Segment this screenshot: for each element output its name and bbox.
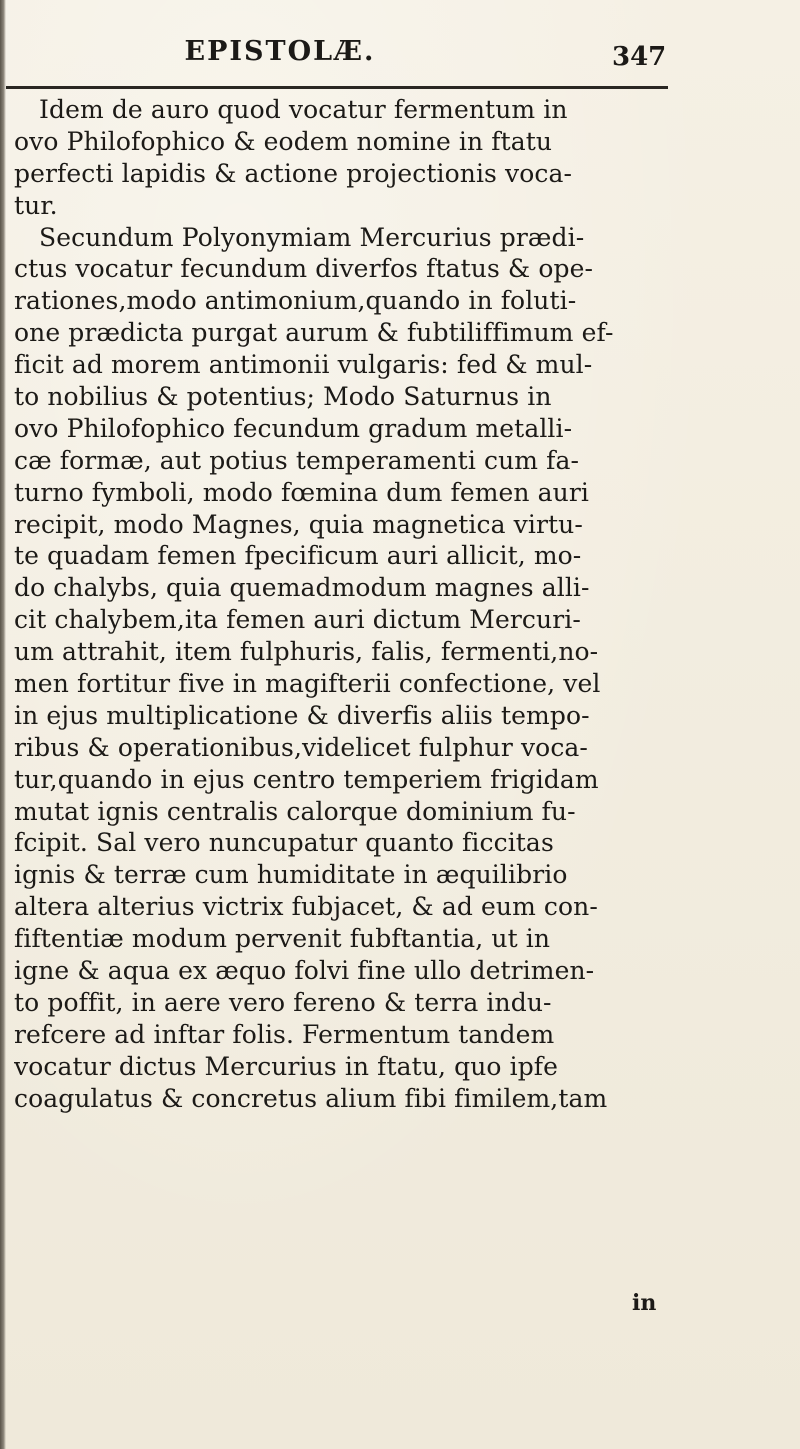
catchword: in xyxy=(632,1290,657,1316)
text-line: recipit, modo Magnes, quia magnetica virtu- xyxy=(14,509,583,539)
text-line: Secundum Polyonymiam Mercurius prædi- xyxy=(39,222,585,252)
text-line: tur,quando in ejus centro temperiem frigidam xyxy=(14,764,599,794)
text-line: to nobilius & potentius; Modo Saturnus in xyxy=(14,382,552,412)
text-line: ovo Philofophico & eodem nomine in ftatu xyxy=(14,126,553,156)
header-rule xyxy=(6,86,668,89)
text-line: one prædicta purgat aurum & fubtiliffimum ef- xyxy=(14,318,614,348)
text-line: turno fymboli, modo fœmina dum femen auri xyxy=(14,477,590,507)
text-line: cæ formæ, aut potius temperamenti cum fa- xyxy=(14,445,580,475)
text-line: in ejus multiplicatione & diverfis aliis tempo- xyxy=(14,700,590,730)
text-line: igne & aqua ex æquo folvi fine ullo detrimen- xyxy=(14,956,595,986)
body-text xyxy=(14,94,704,1115)
text-line: altera alterius victrix fubjacet, & ad eum con- xyxy=(14,892,598,922)
text-line: vocatur dictus Mercurius in ftatu, quo ipfe xyxy=(14,1051,559,1081)
text-line: ctus vocatur fecundum diverfos ftatus & ope- xyxy=(14,254,594,284)
text-line: fiftentiæ modum pervenit fubftantia, ut in xyxy=(14,924,551,954)
text-line: men fortitur five in magifterii confectione, vel xyxy=(14,669,601,699)
text-line: um attrahit, item fulphuris, falis, fermenti,no- xyxy=(14,637,599,667)
text-line: ribus & operationibus,videlicet fulphur voca- xyxy=(14,732,588,762)
text-line: fcipit. Sal vero nuncupatur quanto ficcitas xyxy=(14,828,554,858)
text-line: ovo Philofophico fecundum gradum metalli- xyxy=(14,413,573,443)
text-line: tur. xyxy=(14,190,58,220)
text-line: te quadam femen fpecificum auri allicit, mo- xyxy=(14,541,582,571)
text-line: ficit ad morem antimonii vulgaris: fed & mul- xyxy=(14,350,593,380)
text-line: perfecti lapidis & actione projectionis voca- xyxy=(14,158,573,188)
text-line: refcere ad inftar folis. Fermentum tandem xyxy=(14,1019,555,1049)
text-line: cit chalybem,ita femen auri dictum Mercuri- xyxy=(14,605,581,635)
text-line: mutat ignis centralis calorque dominium fu- xyxy=(14,796,576,826)
text-line: to poffit, in aere vero fereno & terra indu- xyxy=(14,987,552,1017)
page-number: 347 xyxy=(612,42,667,72)
text-line: coagulatus & concretus alium fibi fimilem,tam xyxy=(14,1083,608,1113)
text-line: ignis & terræ cum humiditate in æquilibrio xyxy=(14,860,568,890)
running-head: EPISTOLÆ. xyxy=(184,36,376,67)
text-line: do chalybs, quia quemadmodum magnes alli- xyxy=(14,573,590,603)
page-gutter-shadow xyxy=(0,0,6,1449)
text-line: Idem de auro quod vocatur fermentum in xyxy=(39,95,568,124)
text-line: rationes,modo antimonium,quando in foluti- xyxy=(14,286,577,316)
